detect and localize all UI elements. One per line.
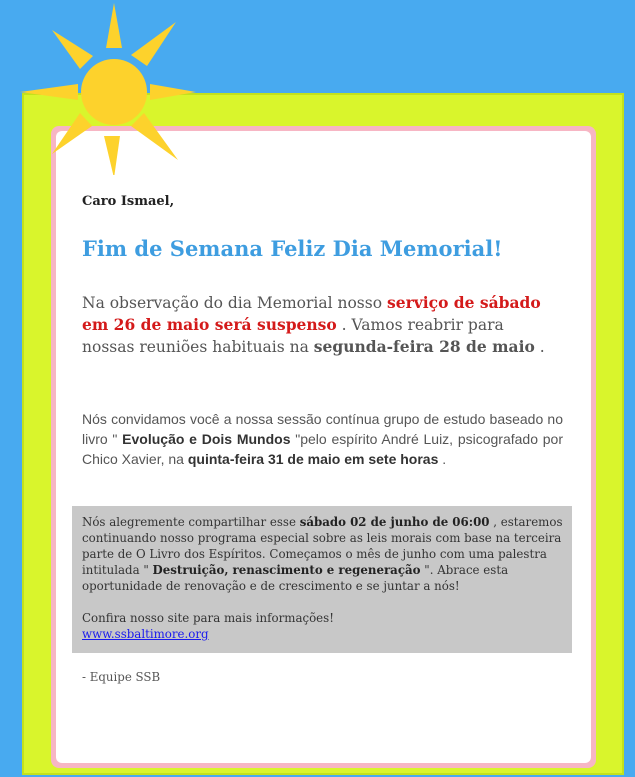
lecture-title-text: Destruição, renascimento e regeneração [152,563,421,577]
para1-text-b: . Vamos reabrir para nossas reuniões habituais na [82,316,504,356]
website-link[interactable]: www.ssbaltimore.org [82,627,209,641]
lecture-date-text: sábado 02 de junho de 06:00 [299,515,490,529]
para2-text-a: Nós convidamos você a nossa sessão contínua grupo de estudo baseado no livro " [82,411,563,447]
suspended-service-text: serviço de sábado em 26 de maio será suspenso [82,293,541,334]
sun-icon [0,0,200,175]
para2-text-b: "pelo espírito André Luiz, psicografado por Chico Xavier, na [82,431,563,467]
reopen-date-text: segunda-feira 28 de maio [313,337,535,356]
para1-text-a: Na observação do dia Memorial nosso [82,294,387,312]
headline: Fim de Semana Feliz Dia Memorial! [82,236,503,261]
info-text-c: ". Abrace esta oportunidade de renovação e de crescimento e se juntar a nós! [82,563,509,593]
greeting: Caro Ismael, [82,194,175,209]
info-box-content [82,514,564,642]
para2-text-c: . [438,451,447,467]
service-notice-paragraph [82,292,552,358]
study-date-text: quinta-feira 31 de maio em sete horas [187,451,439,467]
info-text-a: Nós alegremente compartilhar esse [82,515,300,529]
book-title-text: Evolução e Dois Mundos [122,431,291,447]
signoff: - Equipe SSB [82,670,161,684]
site-prompt: Confira nosso site para mais informações! [82,611,334,625]
study-group-paragraph [82,409,563,469]
info-box-paragraph [82,514,564,594]
info-text-b: , estaremos continuando nosso programa especial sobre as leis morais com base na terceira parte de O Livro dos Espíritos. Começamos o mês de junho com uma palestra intitulada " [82,515,563,577]
para1-text-c: . [534,338,545,356]
